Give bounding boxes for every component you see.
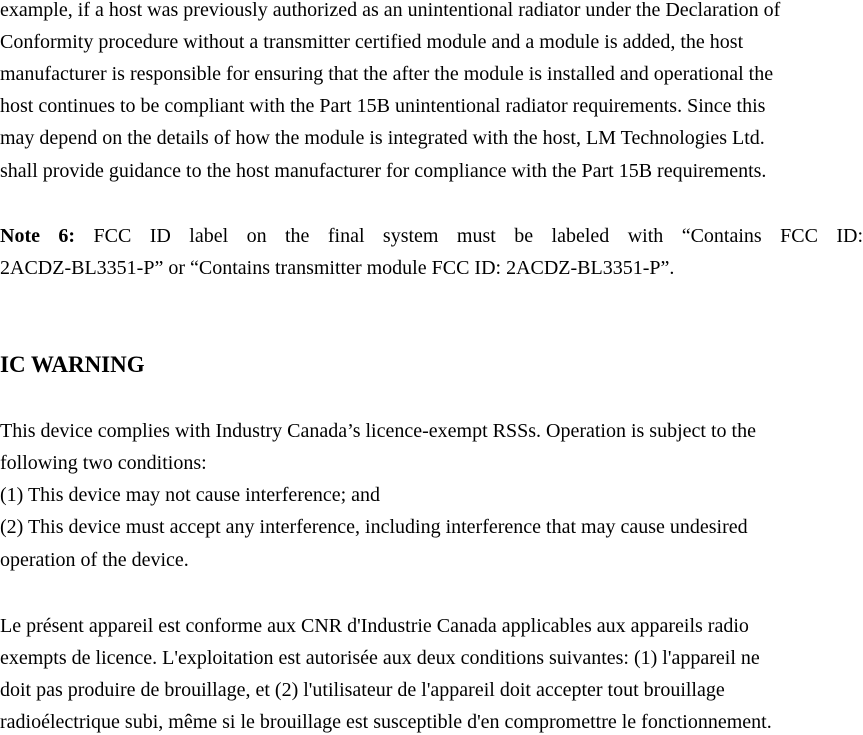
paragraph-line: host continues to be compliant with the Part 15B unintentional radiator requirements. Since this <box>0 95 766 117</box>
condition-2: (2) This device must accept any interference, including interference that may cause undesired <box>0 516 748 538</box>
paragraph-line: Le présent appareil est conforme aux CNR d'Industrie Canada applicables aux appareils radio <box>0 615 749 637</box>
note-6-line-1 <box>0 224 863 248</box>
paragraph-line: may depend on the details of how the module is integrated with the host, LM Technologies Ltd. <box>0 127 765 149</box>
paragraph-line: doit pas produire de brouillage, et (2) l'utilisateur de l'appareil doit accepter tout brouillage <box>0 679 725 701</box>
paragraph-line: radioélectrique subi, même si le brouillage est susceptible d'en compromettre le fonctionnement. <box>0 711 772 733</box>
note-6-label: Note 6: <box>0 225 76 247</box>
paragraph-line: This device complies with Industry Canada’s licence-exempt RSSs. Operation is subject to the <box>0 420 756 442</box>
ic-warning-heading: IC WARNING <box>0 352 145 377</box>
paragraph-line: operation of the device. <box>0 549 189 571</box>
note-6-text: FCC ID label on the final system must be labeled with “Contains FCC ID: <box>93 225 863 247</box>
note-6-line-2: 2ACDZ-BL3351-P” or “Contains transmitter module FCC ID: 2ACDZ-BL3351-P”. <box>0 257 675 279</box>
paragraph-line: manufacturer is responsible for ensuring that the after the module is installed and operational the <box>0 63 774 85</box>
paragraph-line: shall provide guidance to the host manufacturer for compliance with the Part 15B requirements. <box>0 160 767 182</box>
paragraph-line: example, if a host was previously authorized as an unintentional radiator under the Declaration of <box>0 0 781 21</box>
condition-1: (1) This device may not cause interference; and <box>0 484 381 506</box>
paragraph-line: following two conditions: <box>0 452 207 474</box>
paragraph-line: exempts de licence. L'exploitation est autorisée aux deux conditions suivantes: (1) l'appareil ne <box>0 647 760 669</box>
paragraph-line: Conformity procedure without a transmitter certified module and a module is added, the host <box>0 31 744 53</box>
